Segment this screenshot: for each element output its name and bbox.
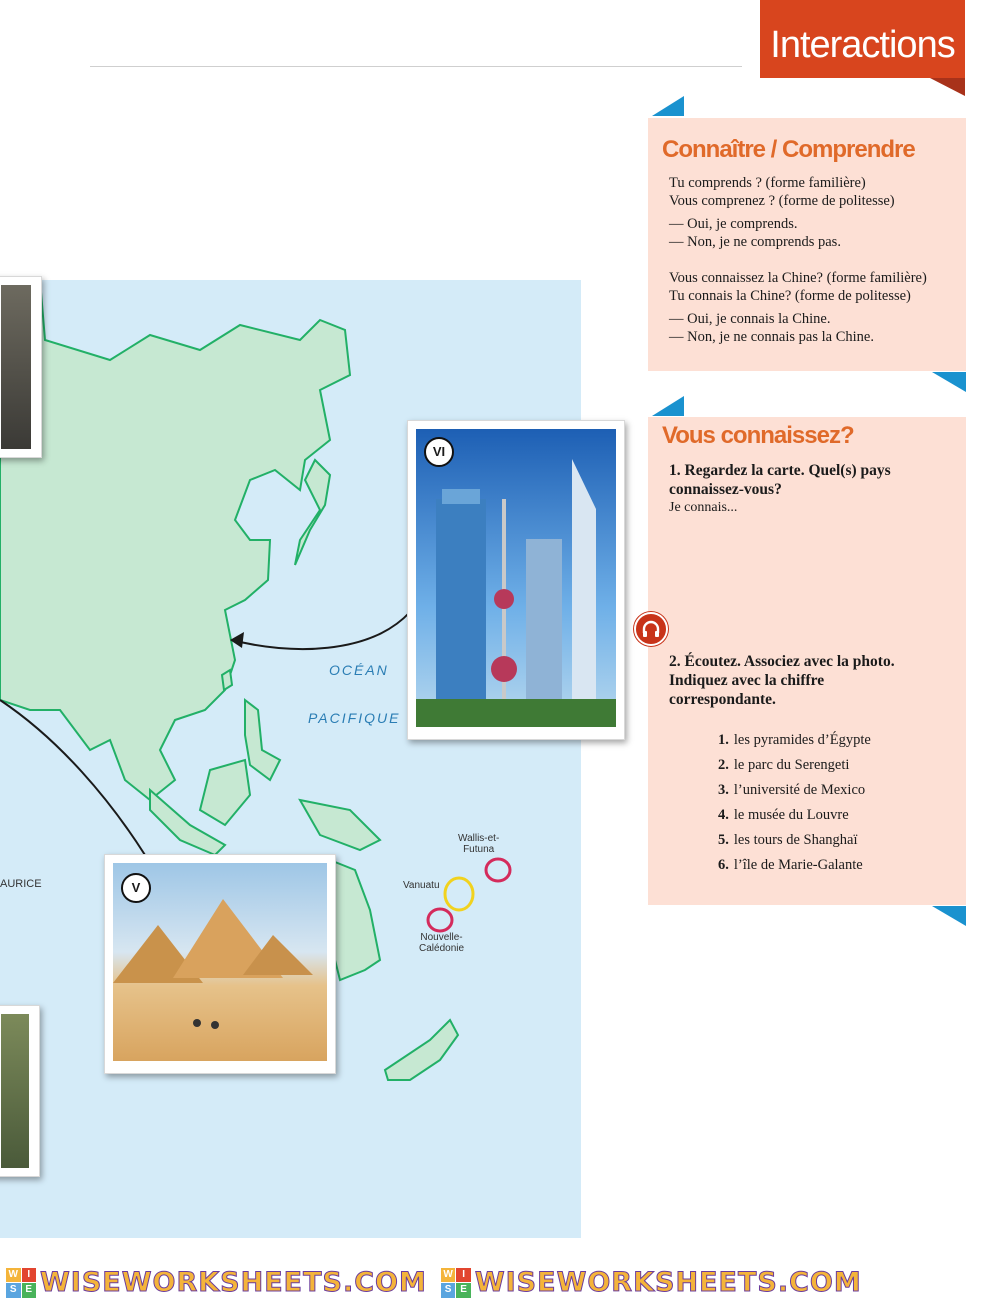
- box1-line: Vous connaissez la Chine? (forme familière): [669, 270, 927, 286]
- item-number: 6.: [718, 857, 729, 873]
- photo-partial-bottom: [0, 1005, 40, 1177]
- box1-title: Connaître / Comprendre: [662, 136, 915, 163]
- box2-corner-bottom: [932, 906, 966, 926]
- section-tag-tail: [930, 78, 965, 96]
- question-2: correspondante.: [669, 691, 776, 708]
- logo-letter: S: [6, 1283, 21, 1298]
- item-number: 3.: [718, 782, 729, 798]
- box1-line: — Non, je ne connais pas la Chine.: [669, 329, 874, 345]
- brand-logo-icon: [6, 1268, 36, 1298]
- box1-corner-top: [652, 96, 684, 116]
- label-maurice: AURICE: [0, 878, 42, 890]
- photo-partial-bottom-image: [1, 1014, 29, 1168]
- list-item: [718, 832, 871, 857]
- photo-partial-top: [0, 276, 42, 458]
- answer-list: [718, 732, 871, 882]
- label-vanuatu: Vanuatu: [403, 880, 440, 891]
- box1-corner-bottom: [932, 372, 966, 392]
- question-2: 2. Écoutez. Associez avec la photo.: [669, 653, 895, 670]
- taiwan: [222, 670, 232, 690]
- label-wallis-line: Wallis-et-: [458, 833, 500, 844]
- question-1-answer-prompt: Je connais...: [669, 500, 738, 515]
- list-item: [718, 807, 871, 832]
- item-label: l’île de Marie-Galante: [733, 857, 863, 873]
- list-item: [718, 782, 871, 807]
- list-item: [718, 857, 871, 882]
- question-1: connaissez-vous?: [669, 481, 782, 498]
- label-pacifique: PACIFIQUE: [308, 710, 401, 726]
- item-label: le musée du Louvre: [733, 807, 849, 823]
- item-number: 2.: [718, 757, 729, 773]
- box-connaitre: [648, 118, 966, 371]
- item-number: 5.: [718, 832, 729, 848]
- box1-line: — Oui, je connais la Chine.: [669, 311, 831, 327]
- item-label: l’université de Mexico: [733, 782, 866, 798]
- header-rule: [90, 66, 742, 67]
- list-item: [718, 757, 871, 782]
- section-tag: Interactions: [760, 0, 965, 78]
- brand-text: WISEWORKSHEETS.COM: [40, 1267, 427, 1298]
- item-number: 1.: [718, 732, 729, 748]
- brand-logo-icon: [441, 1268, 471, 1298]
- logo-letter: I: [456, 1268, 471, 1283]
- question-2: Indiquez avec la chiffre: [669, 672, 825, 689]
- footer-watermark: [0, 1262, 1000, 1303]
- label-ocean: OCÉAN: [329, 662, 389, 678]
- box1-line: Tu connais la Chine? (forme de politesse): [669, 288, 911, 304]
- question-1: 1. Regardez la carte. Quel(s) pays: [669, 462, 891, 479]
- logo-letter: I: [22, 1268, 37, 1283]
- box2-title: Vous connaissez?: [662, 422, 854, 449]
- list-item: [718, 732, 871, 757]
- logo-letter: S: [441, 1283, 456, 1298]
- item-label: les pyramides d’Égypte: [733, 732, 871, 748]
- item-label: les tours de Shanghaï: [733, 832, 858, 848]
- label-caledonie-line: Calédonie: [419, 943, 465, 954]
- brand-block: [441, 1267, 862, 1298]
- photo-badge-v: V: [121, 873, 151, 903]
- brand-text: WISEWORKSHEETS.COM: [474, 1267, 862, 1298]
- photo-partial-top-image: [1, 285, 31, 449]
- logo-letter: W: [441, 1268, 456, 1283]
- box1-line: — Oui, je comprends.: [669, 216, 798, 232]
- label-caledonie-line: Nouvelle-: [420, 932, 463, 943]
- box1-line: — Non, je ne comprends pas.: [669, 234, 841, 250]
- box2-corner-top: [652, 396, 684, 416]
- box1-line: Tu comprends ? (forme familière): [669, 175, 866, 191]
- photo-pyramids: [104, 854, 336, 1074]
- photo-badge-vi: VI: [424, 437, 454, 467]
- item-number: 4.: [718, 807, 729, 823]
- logo-letter: E: [22, 1283, 37, 1298]
- logo-letter: W: [6, 1268, 21, 1283]
- item-label: le parc du Serengeti: [733, 757, 850, 773]
- photo-shanghai: [407, 420, 625, 740]
- logo-letter: E: [456, 1283, 471, 1298]
- audio-play-icon[interactable]: [634, 612, 668, 646]
- photo-shanghai-image: [416, 429, 616, 727]
- label-wallis: [458, 833, 499, 855]
- box-vous-connaissez: [648, 417, 966, 905]
- label-wallis-line: Futuna: [463, 844, 495, 855]
- brand-block: [6, 1267, 427, 1298]
- box1-line: Vous comprenez ? (forme de politesse): [669, 193, 895, 209]
- label-caledonie: [419, 932, 464, 954]
